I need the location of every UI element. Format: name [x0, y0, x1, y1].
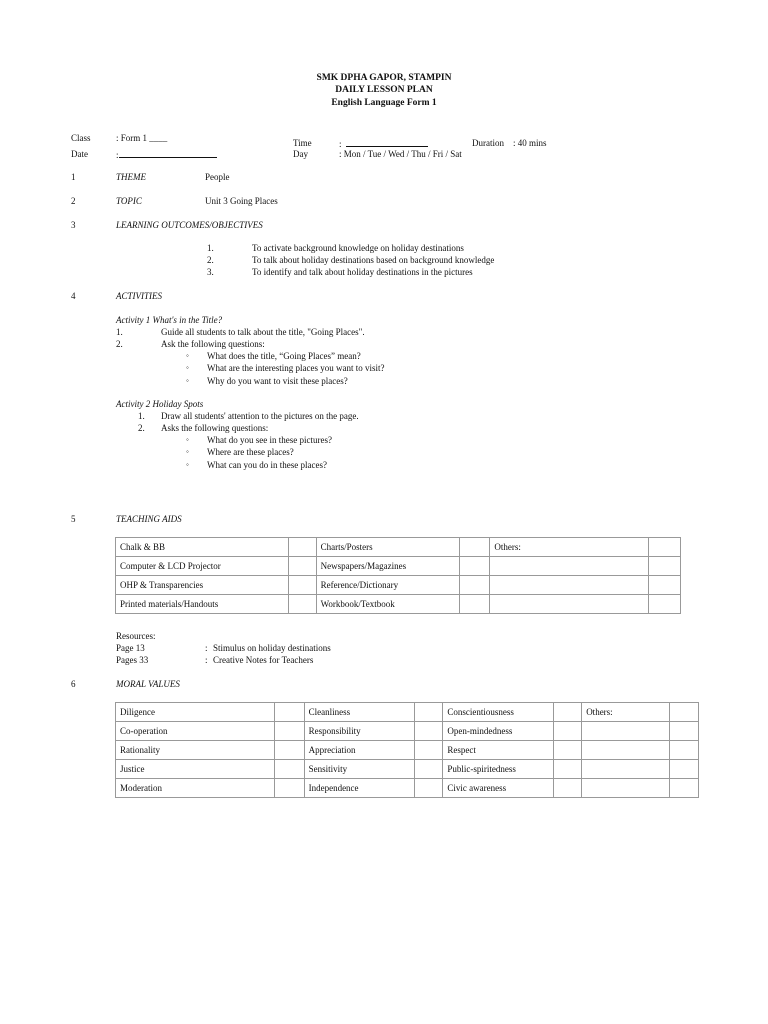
bullet-icon: ◦ [186, 351, 189, 360]
step-number: 2. [138, 423, 145, 433]
value-label [582, 741, 670, 760]
value-checkbox[interactable] [670, 703, 699, 722]
objective-text: To talk about holiday destinations based on background knowledge [252, 255, 495, 265]
objective-number: 3. [207, 267, 214, 277]
table-row [116, 779, 699, 798]
aid-checkbox[interactable] [460, 576, 490, 595]
table-row [116, 722, 699, 741]
value-checkbox[interactable] [670, 741, 699, 760]
aid-checkbox[interactable] [649, 538, 681, 557]
value-checkbox[interactable] [554, 760, 582, 779]
moral-values-table [115, 702, 699, 798]
value-checkbox[interactable] [670, 760, 699, 779]
value-label: Responsibility [304, 722, 415, 741]
bullet-icon: ◦ [186, 447, 189, 456]
class-value: : Form 1 ____ [116, 133, 168, 143]
aid-label: Charts/Posters [316, 538, 460, 557]
aid-checkbox[interactable] [649, 557, 681, 576]
value-label: Diligence [116, 703, 275, 722]
table-row [116, 760, 699, 779]
question-text: What does the title, “Going Places” mean? [207, 351, 361, 361]
section-6-number: 6 [71, 679, 76, 689]
aid-checkbox[interactable] [460, 538, 490, 557]
day-label: Day [293, 149, 308, 159]
table-row [116, 576, 681, 595]
aid-label [490, 557, 649, 576]
day-value: : Mon / Tue / Wed / Thu / Fri / Sat [339, 149, 462, 159]
value-label [582, 779, 670, 798]
topic-value: Unit 3 Going Places [205, 196, 278, 206]
activity-2-title: Activity 2 Holiday Spots [116, 399, 204, 409]
duration-value: : 40 mins [513, 138, 547, 148]
question-text: What are the interesting places you want to visit? [207, 363, 385, 373]
document-title: DAILY LESSON PLAN [335, 85, 433, 95]
value-checkbox[interactable] [670, 779, 699, 798]
objectives-heading: LEARNING OUTCOMES/OBJECTIVES [116, 220, 263, 230]
resource-page: Pages 33 [116, 655, 149, 665]
value-checkbox[interactable] [670, 722, 699, 741]
aid-label: Reference/Dictionary [316, 576, 460, 595]
duration-label: Duration [472, 138, 504, 148]
theme-heading: THEME [116, 172, 146, 182]
value-checkbox[interactable] [274, 741, 304, 760]
activities-heading: ACTIVITIES [116, 291, 162, 301]
question-text: Where are these places? [207, 447, 294, 457]
aid-checkbox[interactable] [649, 595, 681, 614]
section-2-number: 2 [71, 196, 76, 206]
objective-number: 2. [207, 255, 214, 265]
time-field[interactable] [339, 138, 428, 149]
objective-number: 1. [207, 243, 214, 253]
aid-label [490, 576, 649, 595]
value-checkbox[interactable] [554, 779, 582, 798]
step-text: Guide all students to talk about the title, "Going Places". [161, 327, 365, 337]
bullet-icon: ◦ [186, 376, 189, 385]
value-checkbox[interactable] [415, 779, 443, 798]
topic-heading: TOPIC [116, 196, 142, 206]
aid-checkbox[interactable] [649, 576, 681, 595]
value-label: Co-operation [116, 722, 275, 741]
value-label: Sensitivity [304, 760, 415, 779]
bullet-icon: ◦ [186, 363, 189, 372]
value-label: Civic awareness [443, 779, 554, 798]
value-label: Appreciation [304, 741, 415, 760]
aid-checkbox[interactable] [288, 557, 316, 576]
aid-checkbox[interactable] [288, 595, 316, 614]
bullet-icon: ◦ [186, 460, 189, 469]
section-3-number: 3 [71, 220, 76, 230]
school-name: SMK DPHA GAPOR, STAMPIN [316, 73, 452, 83]
aid-label [490, 595, 649, 614]
value-label [582, 722, 670, 741]
table-row [116, 703, 699, 722]
value-label: Conscientiousness [443, 703, 554, 722]
aid-checkbox[interactable] [460, 557, 490, 576]
step-text: Draw all students' attention to the pictures on the page. [161, 411, 359, 421]
resource-separator: : [205, 655, 208, 665]
teaching-aids-table [115, 537, 681, 614]
aid-label: Others: [490, 538, 649, 557]
value-label: Justice [116, 760, 275, 779]
date-label: Date [71, 149, 88, 159]
aid-label: Printed materials/Handouts [116, 595, 289, 614]
time-value: : [339, 139, 342, 149]
value-checkbox[interactable] [415, 722, 443, 741]
date-field[interactable] [116, 149, 217, 160]
value-label: Cleanliness [304, 703, 415, 722]
resource-separator: : [205, 643, 208, 653]
aid-label: Computer & LCD Projector [116, 557, 289, 576]
step-number: 1. [116, 327, 123, 337]
table-row [116, 557, 681, 576]
value-checkbox[interactable] [274, 703, 304, 722]
value-label: Moderation [116, 779, 275, 798]
table-row [116, 595, 681, 614]
theme-value: People [205, 172, 230, 182]
question-text: What can you do in these places? [207, 460, 327, 470]
aid-label: Workbook/Textbook [316, 595, 460, 614]
resource-page: Page 13 [116, 643, 145, 653]
section-1-number: 1 [71, 172, 76, 182]
value-checkbox[interactable] [415, 703, 443, 722]
step-text: Ask the following questions: [161, 339, 265, 349]
aid-label: Chalk & BB [116, 538, 289, 557]
question-text: Why do you want to visit these places? [207, 376, 348, 386]
section-5-number: 5 [71, 514, 76, 524]
step-number: 1. [138, 411, 145, 421]
value-checkbox[interactable] [274, 779, 304, 798]
objective-text: To identify and talk about holiday destinations in the pictures [252, 267, 473, 277]
aid-checkbox[interactable] [460, 595, 490, 614]
value-label [582, 760, 670, 779]
time-label: Time [293, 138, 312, 148]
activity-1-title: Activity 1 What's in the Title? [116, 315, 223, 325]
value-label: Public-spiritedness [443, 760, 554, 779]
aid-label: Newspapers/Magazines [316, 557, 460, 576]
moral-values-heading: MORAL VALUES [116, 679, 180, 689]
aid-label: OHP & Transparencies [116, 576, 289, 595]
resources-label: Resources: [116, 631, 156, 641]
aid-checkbox[interactable] [288, 538, 316, 557]
value-label: Respect [443, 741, 554, 760]
bullet-icon: ◦ [186, 435, 189, 444]
step-text: Asks the following questions: [161, 423, 269, 433]
table-row [116, 538, 681, 557]
value-checkbox[interactable] [415, 741, 443, 760]
value-checkbox[interactable] [554, 741, 582, 760]
aid-checkbox[interactable] [288, 576, 316, 595]
value-checkbox[interactable] [274, 722, 304, 741]
objective-text: To activate background knowledge on holiday destinations [252, 243, 464, 253]
value-label: Open-mindedness [443, 722, 554, 741]
step-number: 2. [116, 339, 123, 349]
table-row [116, 741, 699, 760]
section-4-number: 4 [71, 291, 76, 301]
value-checkbox[interactable] [274, 760, 304, 779]
value-checkbox[interactable] [554, 703, 582, 722]
teaching-aids-heading: TEACHING AIDS [116, 514, 182, 524]
subject-title: English Language Form 1 [331, 98, 437, 108]
value-checkbox[interactable] [554, 722, 582, 741]
value-label: Rationality [116, 741, 275, 760]
value-label: Independence [304, 779, 415, 798]
question-text: What do you see in these pictures? [207, 435, 332, 445]
resource-description: Creative Notes for Teachers [213, 655, 314, 665]
date-value: : [116, 150, 119, 160]
value-label: Others: [582, 703, 670, 722]
value-checkbox[interactable] [415, 760, 443, 779]
resource-description: Stimulus on holiday destinations [213, 643, 331, 653]
class-label: Class [71, 133, 91, 143]
